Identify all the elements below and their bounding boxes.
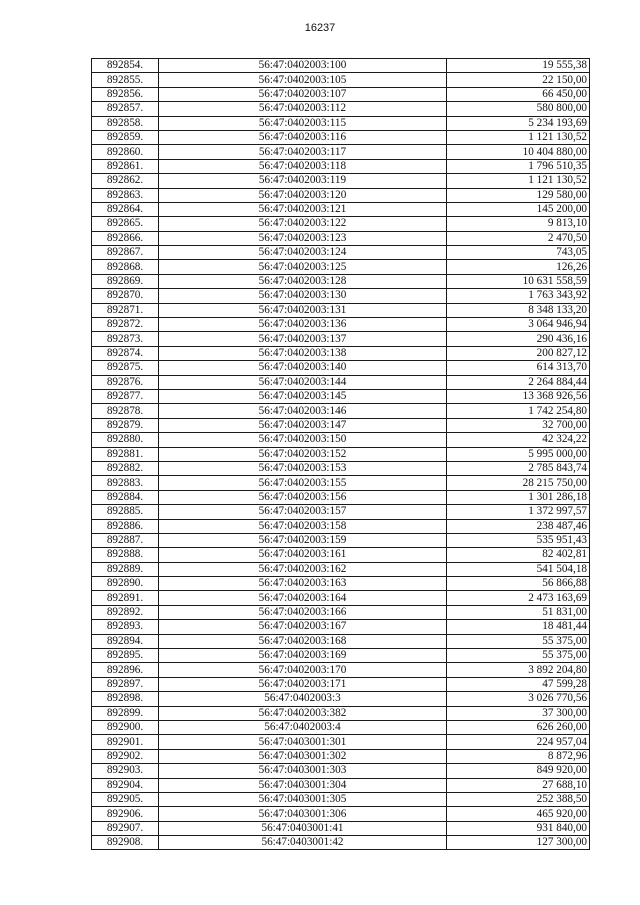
cadastral-number-cell: 56:47:0402003:156 xyxy=(159,490,447,504)
table-row xyxy=(92,174,590,188)
cadastral-value-cell: 13 368 926,56 xyxy=(447,389,590,403)
cadastral-value-cell: 145 200,00 xyxy=(447,202,590,216)
cadastral-number-cell: 56:47:0402003:128 xyxy=(159,274,447,288)
table-row xyxy=(92,519,590,533)
cadastral-number-cell: 56:47:0402003:123 xyxy=(159,231,447,245)
cadastral-value-cell: 42 324,22 xyxy=(447,433,590,447)
cadastral-number-cell: 56:47:0402003:382 xyxy=(159,706,447,720)
cadastral-value-cell: 8 872,96 xyxy=(447,749,590,763)
table-row xyxy=(92,505,590,519)
cadastral-number-cell: 56:47:0402003:168 xyxy=(159,634,447,648)
table-row xyxy=(92,375,590,389)
table-row xyxy=(92,836,590,850)
cadastral-value-cell: 2 264 884,44 xyxy=(447,375,590,389)
cadastral-value-cell: 1 121 130,52 xyxy=(447,174,590,188)
cadastral-number-cell: 56:47:0402003:144 xyxy=(159,375,447,389)
cadastral-number-cell: 56:47:0402003:169 xyxy=(159,649,447,663)
table-row xyxy=(92,188,590,202)
cadastral-value-cell: 10 631 558,59 xyxy=(447,274,590,288)
cadastral-number-cell: 56:47:0402003:166 xyxy=(159,605,447,619)
table-row xyxy=(92,605,590,619)
cadastral-value-cell: 1 763 343,92 xyxy=(447,289,590,303)
row-number-cell: 892871. xyxy=(92,303,159,317)
row-number-cell: 892882. xyxy=(92,461,159,475)
row-number-cell: 892893. xyxy=(92,620,159,634)
cadastral-value-cell: 290 436,16 xyxy=(447,332,590,346)
table-row xyxy=(92,73,590,87)
cadastral-number-cell: 56:47:0403001:304 xyxy=(159,778,447,792)
row-number-cell: 892862. xyxy=(92,174,159,188)
table-row xyxy=(92,476,590,490)
row-number-cell: 892892. xyxy=(92,605,159,619)
row-number-cell: 892906. xyxy=(92,807,159,821)
cadastral-value-cell: 55 375,00 xyxy=(447,634,590,648)
row-number-cell: 892903. xyxy=(92,764,159,778)
table-row xyxy=(92,274,590,288)
cadastral-value-cell: 1 372 997,57 xyxy=(447,505,590,519)
cadastral-value-cell: 82 402,81 xyxy=(447,548,590,562)
table-row xyxy=(92,332,590,346)
cadastral-number-cell: 56:47:0402003:171 xyxy=(159,677,447,691)
row-number-cell: 892898. xyxy=(92,692,159,706)
table-body xyxy=(92,59,590,850)
table-row xyxy=(92,246,590,260)
table-row xyxy=(92,706,590,720)
cadastral-value-cell: 47 599,28 xyxy=(447,677,590,691)
row-number-cell: 892907. xyxy=(92,821,159,835)
table-row xyxy=(92,649,590,663)
row-number-cell: 892891. xyxy=(92,591,159,605)
cadastral-value-cell: 9 813,10 xyxy=(447,217,590,231)
page-number: 16237 xyxy=(304,22,336,34)
table-row xyxy=(92,346,590,360)
table-row xyxy=(92,677,590,691)
cadastral-number-cell: 56:47:0402003:122 xyxy=(159,217,447,231)
cadastral-number-cell: 56:47:0402003:164 xyxy=(159,591,447,605)
table-row xyxy=(92,749,590,763)
cadastral-number-cell: 56:47:0402003:100 xyxy=(159,59,447,73)
cadastral-number-cell: 56:47:0402003:158 xyxy=(159,519,447,533)
row-number-cell: 892901. xyxy=(92,735,159,749)
cadastral-value-cell: 22 150,00 xyxy=(447,73,590,87)
row-number-cell: 892867. xyxy=(92,246,159,260)
cadastral-value-cell: 8 348 133,20 xyxy=(447,303,590,317)
cadastral-value-cell: 743,05 xyxy=(447,246,590,260)
table-row xyxy=(92,202,590,216)
table-row xyxy=(92,303,590,317)
table-row xyxy=(92,59,590,73)
cadastral-number-cell: 56:47:0402003:145 xyxy=(159,389,447,403)
table-row xyxy=(92,231,590,245)
cadastral-number-cell: 56:47:0402003:163 xyxy=(159,577,447,591)
cadastral-value-cell: 580 800,00 xyxy=(447,102,590,116)
table-row xyxy=(92,764,590,778)
cadastral-number-cell: 56:47:0402003:147 xyxy=(159,418,447,432)
row-number-cell: 892858. xyxy=(92,116,159,130)
cadastral-number-cell: 56:47:0402003:112 xyxy=(159,102,447,116)
table-row xyxy=(92,389,590,403)
cadastral-value-cell: 5 995 000,00 xyxy=(447,447,590,461)
cadastral-number-cell: 56:47:0403001:42 xyxy=(159,836,447,850)
row-number-cell: 892875. xyxy=(92,361,159,375)
row-number-cell: 892861. xyxy=(92,159,159,173)
cadastral-value-cell: 10 404 880,00 xyxy=(447,145,590,159)
cadastral-value-cell: 55 375,00 xyxy=(447,649,590,663)
cadastral-value-cell: 51 831,00 xyxy=(447,605,590,619)
cadastral-value-cell: 252 388,50 xyxy=(447,792,590,806)
cadastral-number-cell: 56:47:0402003:105 xyxy=(159,73,447,87)
cadastral-value-cell: 465 920,00 xyxy=(447,807,590,821)
table-row xyxy=(92,720,590,734)
cadastral-number-cell: 56:47:0402003:140 xyxy=(159,361,447,375)
row-number-cell: 892878. xyxy=(92,404,159,418)
table-row xyxy=(92,591,590,605)
table-row xyxy=(92,792,590,806)
row-number-cell: 892877. xyxy=(92,389,159,403)
cadastral-value-table xyxy=(91,58,590,850)
cadastral-value-cell: 126,26 xyxy=(447,260,590,274)
row-number-cell: 892905. xyxy=(92,792,159,806)
row-number-cell: 892887. xyxy=(92,533,159,547)
cadastral-number-cell: 56:47:0402003:161 xyxy=(159,548,447,562)
table-row xyxy=(92,620,590,634)
cadastral-number-cell: 56:47:0402003:3 xyxy=(159,692,447,706)
row-number-cell: 892902. xyxy=(92,749,159,763)
cadastral-number-cell: 56:47:0402003:4 xyxy=(159,720,447,734)
cadastral-value-cell: 224 957,04 xyxy=(447,735,590,749)
table-row xyxy=(92,577,590,591)
table-row xyxy=(92,260,590,274)
row-number-cell: 892899. xyxy=(92,706,159,720)
cadastral-value-cell: 931 840,00 xyxy=(447,821,590,835)
row-number-cell: 892854. xyxy=(92,59,159,73)
cadastral-number-cell: 56:47:0402003:121 xyxy=(159,202,447,216)
cadastral-value-cell: 32 700,00 xyxy=(447,418,590,432)
row-number-cell: 892908. xyxy=(92,836,159,850)
row-number-cell: 892895. xyxy=(92,649,159,663)
row-number-cell: 892857. xyxy=(92,102,159,116)
cadastral-number-cell: 56:47:0403001:303 xyxy=(159,764,447,778)
cadastral-number-cell: 56:47:0402003:117 xyxy=(159,145,447,159)
row-number-cell: 892879. xyxy=(92,418,159,432)
row-number-cell: 892896. xyxy=(92,663,159,677)
cadastral-value-cell: 614 313,70 xyxy=(447,361,590,375)
row-number-cell: 892859. xyxy=(92,130,159,144)
cadastral-number-cell: 56:47:0402003:116 xyxy=(159,130,447,144)
row-number-cell: 892863. xyxy=(92,188,159,202)
cadastral-number-cell: 56:47:0403001:41 xyxy=(159,821,447,835)
cadastral-value-cell: 2 785 843,74 xyxy=(447,461,590,475)
table-row xyxy=(92,418,590,432)
table-row xyxy=(92,735,590,749)
cadastral-value-cell: 56 866,88 xyxy=(447,577,590,591)
row-number-cell: 892886. xyxy=(92,519,159,533)
table-row xyxy=(92,87,590,101)
row-number-cell: 892872. xyxy=(92,318,159,332)
table-row xyxy=(92,461,590,475)
row-number-cell: 892860. xyxy=(92,145,159,159)
cadastral-number-cell: 56:47:0403001:302 xyxy=(159,749,447,763)
cadastral-number-cell: 56:47:0402003:138 xyxy=(159,346,447,360)
cadastral-number-cell: 56:47:0402003:124 xyxy=(159,246,447,260)
cadastral-value-cell: 2 470,50 xyxy=(447,231,590,245)
cadastral-number-cell: 56:47:0402003:146 xyxy=(159,404,447,418)
cadastral-number-cell: 56:47:0402003:162 xyxy=(159,562,447,576)
cadastral-value-cell: 66 450,00 xyxy=(447,87,590,101)
cadastral-number-cell: 56:47:0402003:157 xyxy=(159,505,447,519)
table-row xyxy=(92,533,590,547)
table-row xyxy=(92,404,590,418)
table-row xyxy=(92,116,590,130)
table-row xyxy=(92,634,590,648)
row-number-cell: 892894. xyxy=(92,634,159,648)
table-row xyxy=(92,102,590,116)
cadastral-value-cell: 1 796 510,35 xyxy=(447,159,590,173)
table-row xyxy=(92,490,590,504)
cadastral-value-cell: 200 827,12 xyxy=(447,346,590,360)
cadastral-value-cell: 2 473 163,69 xyxy=(447,591,590,605)
table-row xyxy=(92,318,590,332)
row-number-cell: 892864. xyxy=(92,202,159,216)
cadastral-value-cell: 1 121 130,52 xyxy=(447,130,590,144)
row-number-cell: 892870. xyxy=(92,289,159,303)
cadastral-number-cell: 56:47:0402003:150 xyxy=(159,433,447,447)
cadastral-value-cell: 129 580,00 xyxy=(447,188,590,202)
row-number-cell: 892855. xyxy=(92,73,159,87)
cadastral-number-cell: 56:47:0402003:167 xyxy=(159,620,447,634)
cadastral-number-cell: 56:47:0402003:152 xyxy=(159,447,447,461)
table-row xyxy=(92,217,590,231)
cadastral-number-cell: 56:47:0403001:306 xyxy=(159,807,447,821)
cadastral-number-cell: 56:47:0402003:153 xyxy=(159,461,447,475)
table-row xyxy=(92,145,590,159)
row-number-cell: 892889. xyxy=(92,562,159,576)
cadastral-number-cell: 56:47:0402003:155 xyxy=(159,476,447,490)
table-row xyxy=(92,447,590,461)
row-number-cell: 892885. xyxy=(92,505,159,519)
table-row xyxy=(92,778,590,792)
cadastral-number-cell: 56:47:0403001:301 xyxy=(159,735,447,749)
cadastral-value-cell: 1 301 286,18 xyxy=(447,490,590,504)
row-number-cell: 892881. xyxy=(92,447,159,461)
cadastral-value-cell: 18 481,44 xyxy=(447,620,590,634)
cadastral-number-cell: 56:47:0402003:136 xyxy=(159,318,447,332)
row-number-cell: 892884. xyxy=(92,490,159,504)
table-row xyxy=(92,807,590,821)
cadastral-value-cell: 849 920,00 xyxy=(447,764,590,778)
row-number-cell: 892876. xyxy=(92,375,159,389)
row-number-cell: 892873. xyxy=(92,332,159,346)
cadastral-number-cell: 56:47:0402003:120 xyxy=(159,188,447,202)
cadastral-value-cell: 28 215 750,00 xyxy=(447,476,590,490)
row-number-cell: 892866. xyxy=(92,231,159,245)
row-number-cell: 892865. xyxy=(92,217,159,231)
row-number-cell: 892888. xyxy=(92,548,159,562)
table-row xyxy=(92,821,590,835)
row-number-cell: 892856. xyxy=(92,87,159,101)
table-row xyxy=(92,130,590,144)
cadastral-value-cell: 3 892 204,80 xyxy=(447,663,590,677)
cadastral-value-cell: 541 504,18 xyxy=(447,562,590,576)
table-row xyxy=(92,433,590,447)
table-row xyxy=(92,562,590,576)
table-row xyxy=(92,289,590,303)
cadastral-number-cell: 56:47:0403001:305 xyxy=(159,792,447,806)
cadastral-value-cell: 19 555,38 xyxy=(447,59,590,73)
cadastral-value-cell: 127 300,00 xyxy=(447,836,590,850)
cadastral-value-cell: 5 234 193,69 xyxy=(447,116,590,130)
cadastral-number-cell: 56:47:0402003:125 xyxy=(159,260,447,274)
cadastral-number-cell: 56:47:0402003:137 xyxy=(159,332,447,346)
cadastral-number-cell: 56:47:0402003:115 xyxy=(159,116,447,130)
cadastral-value-cell: 1 742 254,80 xyxy=(447,404,590,418)
table-row xyxy=(92,361,590,375)
cadastral-value-cell: 626 260,00 xyxy=(447,720,590,734)
cadastral-number-cell: 56:47:0402003:131 xyxy=(159,303,447,317)
table-row xyxy=(92,159,590,173)
row-number-cell: 892869. xyxy=(92,274,159,288)
cadastral-number-cell: 56:47:0402003:130 xyxy=(159,289,447,303)
row-number-cell: 892880. xyxy=(92,433,159,447)
cadastral-number-cell: 56:47:0402003:159 xyxy=(159,533,447,547)
cadastral-number-cell: 56:47:0402003:118 xyxy=(159,159,447,173)
row-number-cell: 892868. xyxy=(92,260,159,274)
row-number-cell: 892874. xyxy=(92,346,159,360)
row-number-cell: 892883. xyxy=(92,476,159,490)
table-row xyxy=(92,692,590,706)
cadastral-number-cell: 56:47:0402003:119 xyxy=(159,174,447,188)
row-number-cell: 892900. xyxy=(92,720,159,734)
row-number-cell: 892890. xyxy=(92,577,159,591)
table-row xyxy=(92,663,590,677)
cadastral-value-cell: 3 026 770,56 xyxy=(447,692,590,706)
table-row xyxy=(92,548,590,562)
cadastral-value-cell: 535 951,43 xyxy=(447,533,590,547)
row-number-cell: 892904. xyxy=(92,778,159,792)
cadastral-value-cell: 27 688,10 xyxy=(447,778,590,792)
cadastral-value-cell: 3 064 946,94 xyxy=(447,318,590,332)
cadastral-number-cell: 56:47:0402003:107 xyxy=(159,87,447,101)
cadastral-value-cell: 238 487,46 xyxy=(447,519,590,533)
cadastral-value-cell: 37 300,00 xyxy=(447,706,590,720)
row-number-cell: 892897. xyxy=(92,677,159,691)
cadastral-number-cell: 56:47:0402003:170 xyxy=(159,663,447,677)
